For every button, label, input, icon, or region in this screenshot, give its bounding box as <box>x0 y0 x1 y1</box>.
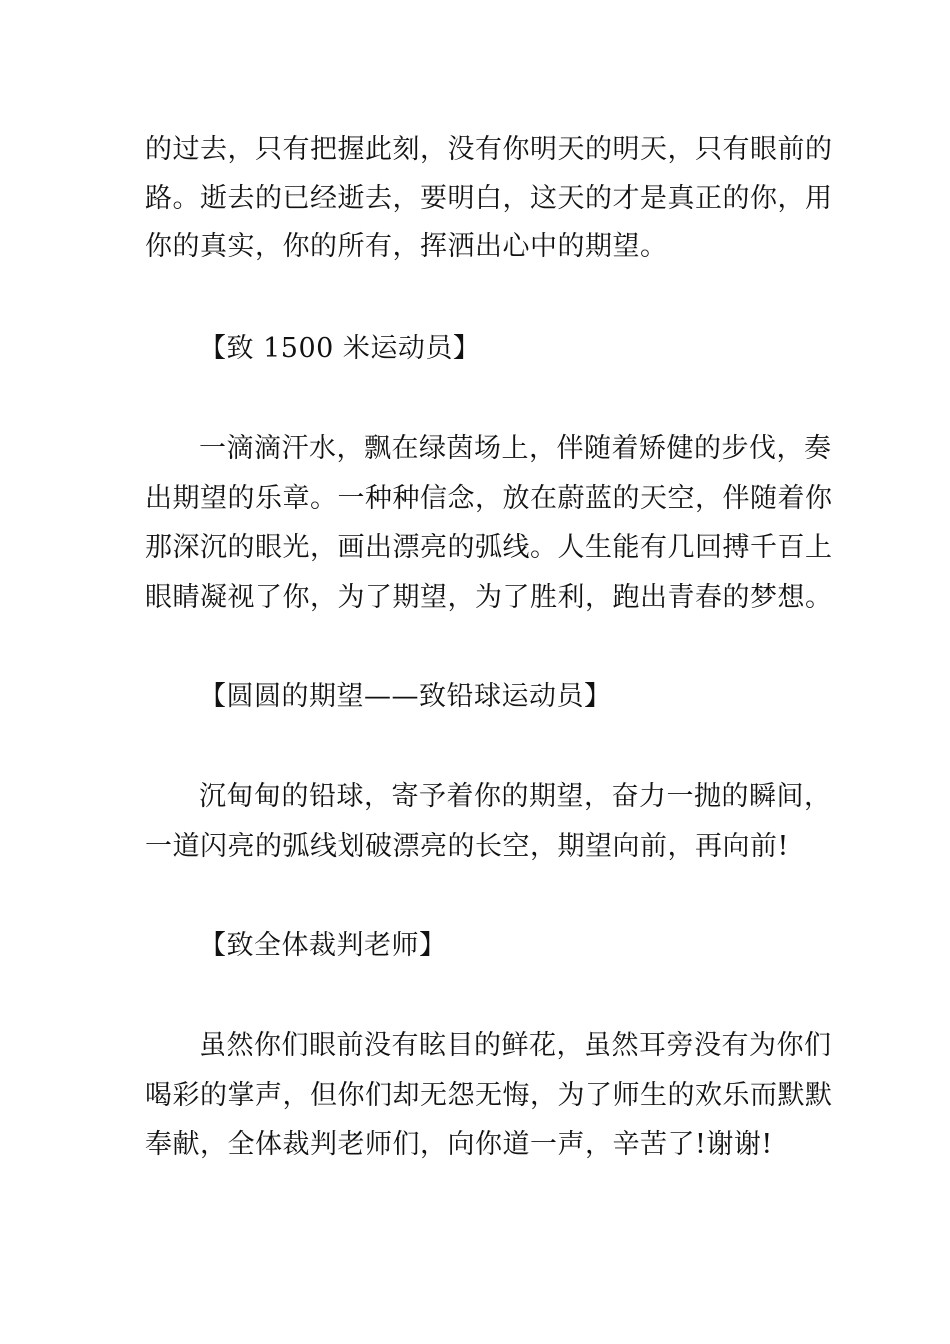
paragraph-line: 你的真实，你的所有，挥洒出心中的期望。 <box>145 231 668 262</box>
paragraph-line: 路。逝去的已经逝去，要明白，这天的才是真正的你，用 <box>145 183 833 214</box>
section-heading: 【致全体裁判老师】 <box>199 930 447 961</box>
paragraph-line: 虽然你们眼前没有眩目的鲜花，虽然耳旁没有为你们 <box>199 1030 832 1061</box>
paragraph-line: 出期望的乐章。一种种信念，放在蔚蓝的天空，伴随着你 <box>145 483 833 514</box>
paragraph-line: 奉献，全体裁判老师们，向你道一声，辛苦了!谢谢! <box>145 1129 773 1160</box>
section-heading: 【圆圆的期望——致铅球运动员】 <box>199 681 612 712</box>
paragraph-line: 喝彩的掌声，但你们却无怨无悔，为了师生的欢乐而默默 <box>145 1080 833 1111</box>
section-heading: 【致 1500 米运动员】 <box>199 333 481 364</box>
paragraph-line: 一道闪亮的弧线划破漂亮的长空，期望向前，再向前! <box>145 831 789 862</box>
paragraph-line: 那深沉的眼光，画出漂亮的弧线。人生能有几回搏千百上 <box>145 532 833 563</box>
paragraph-line: 的过去，只有把握此刻，没有你明天的明天，只有眼前的 <box>145 134 833 165</box>
paragraph-line: 眼睛凝视了你，为了期望，为了胜利，跑出青春的梦想。 <box>145 582 833 613</box>
paragraph-line: 一滴滴汗水，飘在绿茵场上，伴随着矫健的步伐，奏 <box>199 433 832 464</box>
paragraph-line: 沉甸甸的铅球，寄予着你的期望，奋力一抛的瞬间， <box>199 781 832 812</box>
